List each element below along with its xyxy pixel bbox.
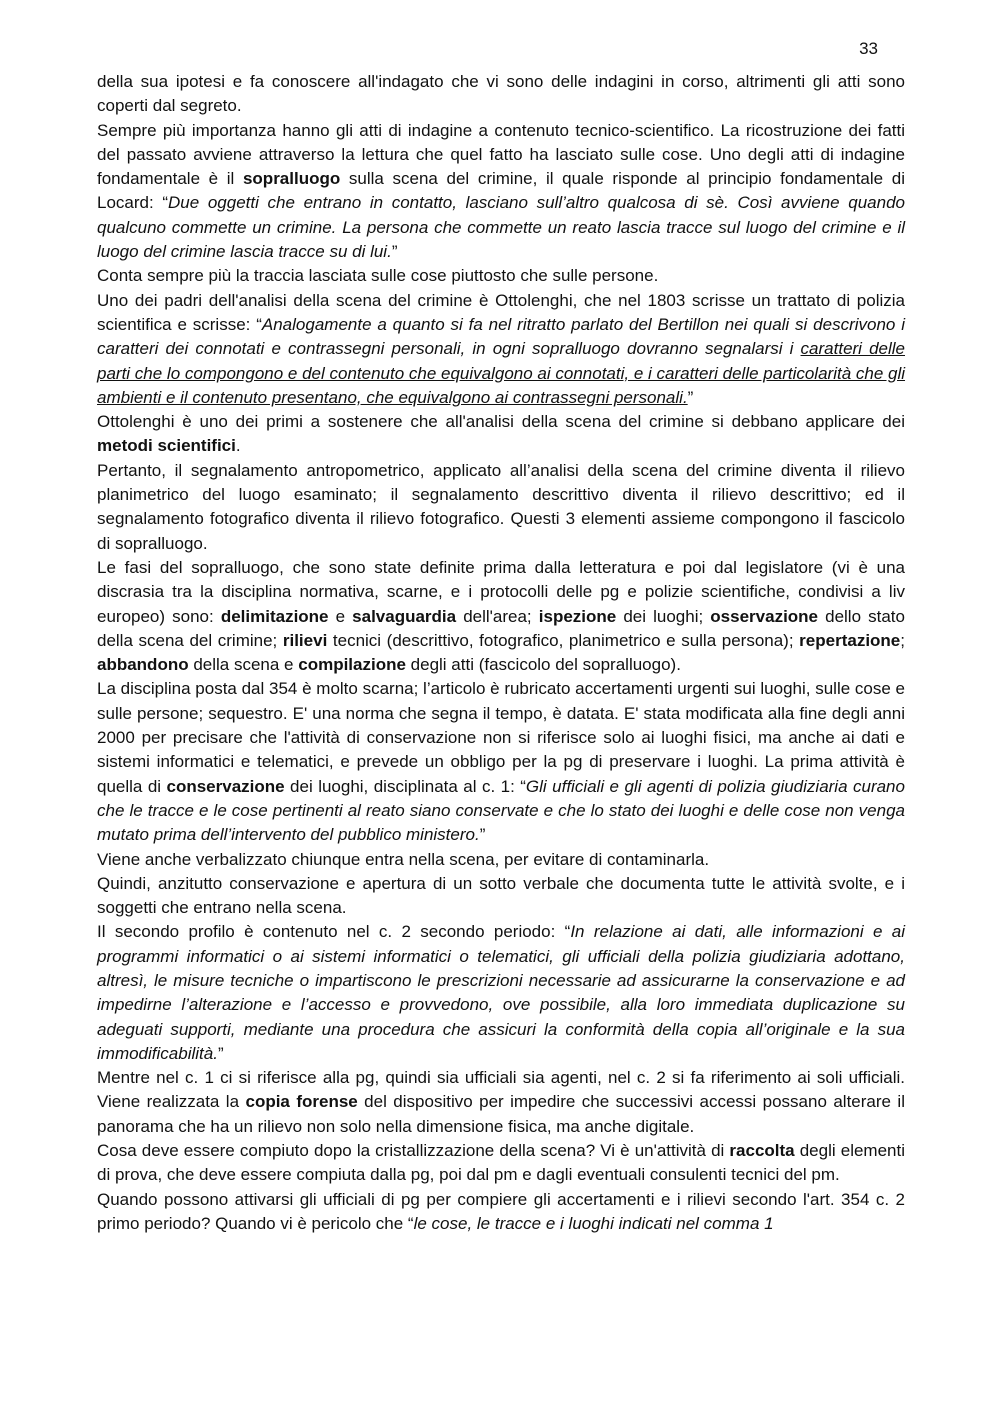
bold-term: sopralluogo bbox=[242, 169, 341, 189]
page-number: 33 bbox=[859, 39, 878, 58]
bold-term: compilazione bbox=[298, 655, 406, 675]
bold-term: repertazione bbox=[799, 630, 901, 650]
bold-term: conservazione bbox=[166, 776, 285, 796]
text-run: Sempre più importanza hanno gli atti di indagine a contenuto tecnico-scientifico. La ricostruzione dei fatti del passato avviene attraverso la lettura che quel fatto ha lasciato sulle cose. Uno degli atti di indagine fondamentale è il bbox=[97, 120, 905, 189]
text-run: ; bbox=[900, 630, 905, 650]
text-run: Viene anche verbalizzato chiunque entra nella scena, per evitare di contaminarla. bbox=[97, 849, 710, 869]
text-run: Quindi, anzitutto conservazione e apertura di un sotto verbale che documenta tutte le attività svolte, e i soggetti che entrano nella scena. bbox=[97, 873, 905, 918]
text-run: Conta sempre più la traccia lasciata sulle cose piuttosto che sulle persone. bbox=[97, 266, 659, 286]
text-run: della scena e bbox=[188, 655, 299, 675]
paragraph bbox=[97, 1188, 905, 1237]
paragraph bbox=[97, 70, 905, 119]
bold-term: osservazione bbox=[710, 606, 819, 626]
text-run: del dispositivo per impedire che successivi accessi possano alterare il panorama che ha un rilievo non solo nella dimensione fisica, ma anche digitale. bbox=[97, 1092, 905, 1136]
bold-term: rilievi bbox=[282, 630, 328, 650]
text-run: dei luoghi, disciplinata al c. 1: “ bbox=[284, 776, 526, 796]
text-run: La disciplina posta dal 354 è molto scarna; l’articolo è rubricato accertamenti urgenti sui luoghi, sulle cose e sulle persone; sequestro. E' una norma che segna il tempo, è datata. E' stata modificata alla fine degli anni 2000 per precisare che l'attività di conservazione non si riferisce solo ai luoghi fisici, ma anche ai dati e sistemi informatici e telematici, e prevede un obbligo per la pg di preservare i luoghi. La prima attività è quella di bbox=[97, 679, 905, 796]
bold-term: raccolta bbox=[729, 1141, 795, 1161]
text-run: ” bbox=[687, 387, 694, 407]
quoted-text: Analogamente a quanto si fa nel ritratto parlato del Bertillon nei quali si descrivono i caratteri dei connotati e contrassegni personali, in ogni sopralluogo dovranno segnalarsi i bbox=[97, 314, 905, 359]
bold-term: metodi scientifici bbox=[97, 436, 236, 456]
paragraph bbox=[97, 289, 905, 410]
text-run: ” bbox=[479, 825, 486, 845]
text-run: ” bbox=[217, 1043, 224, 1063]
bold-term: delimitazione bbox=[220, 606, 329, 626]
paragraph bbox=[97, 872, 905, 921]
text-run: Pertanto, il segnalamento antropometrico, applicato all’analisi della scena del crimine diventa il rilievo planimetrico del luogo esaminato; il segnalamento descrittivo diventa il rilievo descrittivo; ed il segnalamento fotografico diventa il rilievo fotografico. Questi 3 elementi assieme compongono il fascicolo di sopralluogo. bbox=[97, 460, 905, 553]
paragraph bbox=[97, 459, 905, 556]
bold-term: abbandono bbox=[97, 655, 189, 675]
paragraph bbox=[97, 848, 905, 872]
text-run: Uno dei padri dell'analisi della scena del crimine è Ottolenghi, che nel 1803 scrisse un trattato di polizia scientifica e scrisse: “ bbox=[97, 290, 905, 334]
text-run: Le fasi del sopralluogo, che sono state definite prima dalla letteratura e poi dal legislatore (vi è una discrasia tra la disciplina normativa, scarne, e i protocolli delle pg e polizie scientifiche, condivisi a liv europeo) sono: bbox=[97, 557, 905, 626]
paragraph bbox=[97, 920, 905, 1066]
text-run: e bbox=[328, 606, 353, 626]
text-run: degli elementi di prova, che deve essere compiuta dalla pg, poi dal pm e dagli eventuali consulenti tecnici del pm. bbox=[97, 1141, 905, 1185]
paragraph bbox=[97, 264, 905, 288]
text-run: ” bbox=[391, 242, 398, 262]
quoted-text: In relazione ai dati, alle informazioni e ai programmi informatici o ai sistemi informatici o telematici, gli ufficiali della polizia giudiziaria adottano, altresì, le misure tecniche o impartiscono le prescrizioni necessarie ad assicurarne la conservazione e ad impedirne l’alterazione e l’accesso e provvedono, ove possibile, alla loro immediata duplicazione su adeguati supporti, mediante una procedura che assicuri la conformità della copia all’originale e la sua immodificabilità. bbox=[97, 922, 905, 1063]
text-run: dello stato della scena del crimine; bbox=[97, 606, 905, 650]
paragraph bbox=[97, 1066, 905, 1139]
bold-term: copia forense bbox=[245, 1092, 358, 1112]
quoted-text: le cose, le tracce e i luoghi indicati nel comma 1 bbox=[413, 1213, 774, 1233]
text-run: della sua ipotesi e fa conoscere all'indagato che vi sono delle indagini in corso, altrimenti gli atti sono coperti dal segreto. bbox=[97, 72, 905, 116]
paragraph bbox=[97, 677, 905, 847]
paragraph bbox=[97, 410, 905, 459]
text-run: . bbox=[235, 436, 241, 456]
body-text bbox=[97, 70, 905, 1236]
paragraph bbox=[97, 1139, 905, 1188]
quoted-text: Gli ufficiali e gli agenti di polizia giudiziaria curano che le tracce e le cose pertinenti al reato siano conservate e che lo stato dei luoghi e delle cose non venga mutato prima dell’intervento del pubblico ministero. bbox=[97, 776, 905, 845]
quoted-text: Due oggetti che entrano in contatto, lasciano sull’altro qualcosa di sè. Così avviene quando qualcuno commette un crimine. La persona che commette un reato lascia tracce sul luogo del crimine e il luogo del crimine lascia tracce su di lui. bbox=[97, 193, 905, 262]
paragraph bbox=[97, 119, 905, 265]
text-run: Il secondo profilo è contenuto nel c. 2 secondo periodo: “ bbox=[97, 922, 571, 942]
text-run: sulla scena del crimine, il quale risponde al principio fondamentale di Locard: “ bbox=[97, 169, 905, 213]
text-run: Mentre nel c. 1 ci si riferisce alla pg, quindi sia ufficiali sia agenti, nel c. 2 si fa riferimento ai soli ufficiali. Viene realizzata la bbox=[97, 1068, 905, 1112]
bold-term: salvaguardia bbox=[352, 606, 457, 626]
text-run: degli atti (fascicolo del sopralluogo). bbox=[405, 655, 681, 675]
bold-term: ispezione bbox=[538, 606, 617, 626]
text-run: Cosa deve essere compiuto dopo la cristallizzazione della scena? Vi è un'attività di bbox=[97, 1141, 730, 1161]
text-run: Quando possono attivarsi gli ufficiali di pg per compiere gli accertamenti e i rilievi secondo l'art. 354 c. 2 primo periodo? Quando vi è pericolo che “ bbox=[97, 1189, 905, 1233]
text-run: dei luoghi; bbox=[616, 606, 711, 626]
text-run: dell'area; bbox=[456, 606, 539, 626]
text-run: Ottolenghi è uno dei primi a sostenere che all'analisi della scena del crimine si debbano applicare dei bbox=[97, 412, 905, 432]
paragraph bbox=[97, 556, 905, 677]
text-run: tecnici (descrittivo, fotografico, planimetrico e sulla persona); bbox=[327, 630, 800, 650]
quoted-text: caratteri delle parti che lo compongono e del contenuto che equivalgono ai connotati, e i caratteri delle particolarità che gli ambienti e il contenuto presentano, che equivalgono ai contrassegni personali. bbox=[97, 339, 906, 407]
